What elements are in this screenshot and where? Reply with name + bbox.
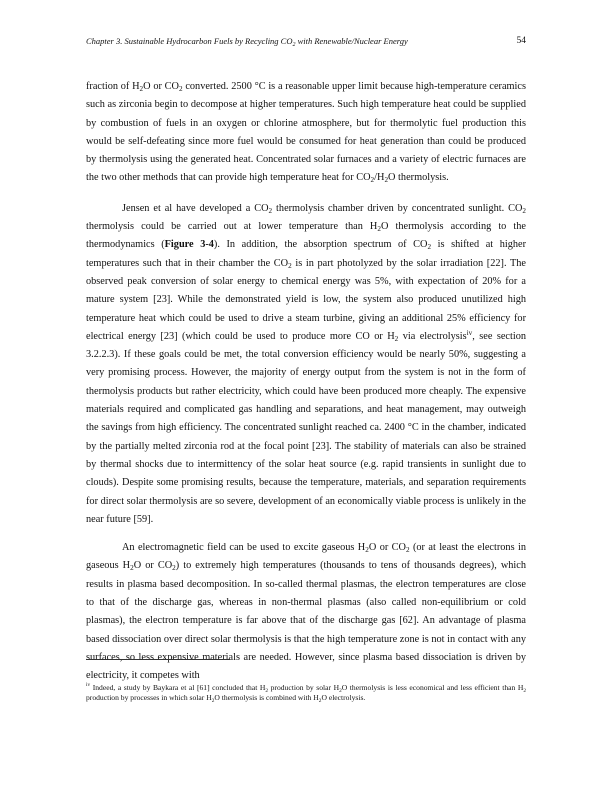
footnote-rule: [86, 659, 230, 660]
figure-reference[interactable]: Figure 3-4: [164, 239, 214, 251]
paragraph-2: Jensen et al have developed a $CO_2$ thermolysis chamber driven by concentrated sunlight. $CO_2$ thermolysis could be carried out at lower temperature than $H_2O$ thermolysis according to the thermodynamics (Figure 3-4). In addition, the absorption spectrum of $CO_2$ is shifted at higher temperatures such that in their chamber the $CO_2$ is in part photolyzed by the solar irradiation [22]. The observed peak conversion of solar energy to chemical energy was 5%, with expectation of 20% for a mature system [23]. While the demonstrated yield is low, the system also produced unutilized high temperature heat which could be used to drive a steam turbine, giving an additional 25% efficiency for electrical energy [23] (which could be used to produce more CO or $H_2$ via electrolysis$^{iv}$, see section 3.2.2.3). If these goals could be met, the total conversion efficiency would be nearly 50%, suggesting a very promising process. However, the majority of energy output from the system is not in the form of thermolysis products but rather electricity, which could have been produced more cheaply. The expensive materials required and complicated gas handling and separations, and heat management, may outweigh the savings from high efficiency. The concentrated sunlight reached ca. 2400 °C in the chamber, indicated by the partially melted zirconia rod at the focal point [23]. The stability of materials can also be strained by thermal shocks due to intermittency of the solar heat source (e.g. rapid transients in sunlight due to clouds). Despite some promising results, because the temperature, materials, and separation requirements for direct solar thermolysis are so severe, development of an economically viable process is unlikely in the near future [59].: [86, 202, 526, 525]
paragraph-3: An electromagnetic field can be used to excite gaseous $H_2O$ or $CO_2$ (or at least the electrons in gaseous $H_2O$ or $CO_2$) to extremely high temperatures (thousands to tens of thousands degrees), which results in plasma based decomposition. In so-called thermal plasmas, the electron temperatures are close to that of the discharge gas, whereas in non-thermal plasmas (also called non-equilibrium or cold plasmas), the electron temperature is far above that of the discharge gas [62]. An advantage of plasma based dissociation over direct solar thermolysis is that the high temperature zone is not in contact with any surfaces, so less expensive materials are needed. However, since plasma based dissociation is driven by electricity, it competes with: [86, 542, 526, 682]
footnote-mark: iv: [86, 682, 91, 688]
running-header: [86, 36, 526, 50]
footnote-reference[interactable]: iv: [466, 328, 473, 337]
body-text: [86, 78, 526, 696]
page-number: 54: [516, 36, 526, 46]
chapter-title: Chapter 3. Sustainable Hydrocarbon Fuels by Recycling $CO_2$ with Renewable/Nuclear Energy: [86, 36, 408, 48]
footnote: $^{iv}$ Indeed, a study by Baykara et al [61] concluded that $H_2$ production by solar $H_2O$ thermolysis is less economical and less efficient than $H_2$ production by processes in which solar $H_2O$ thermolysis is combined with $H_2O$ electrolysis.: [86, 682, 526, 705]
paragraph-1: fraction of $H_2O$ or $CO_2$ converted. 2500 °C is a reasonable upper limit because high-temperature ceramics such as zirconia begin to decompose at higher temperatures. Such high temperature heat could be supplied by combustion of fuels in an oxygen or chlorine atmosphere, but for thermolytic fuel production this would be self-defeating since more fuel would be consumed for heat generation than could be produced by thermolysis using the generated heat. Concentrated solar furnaces and a variety of electric furnaces are the two other methods that can provide high temperature heat for $CO_2/H_2O$ thermolysis.: [86, 81, 526, 185]
